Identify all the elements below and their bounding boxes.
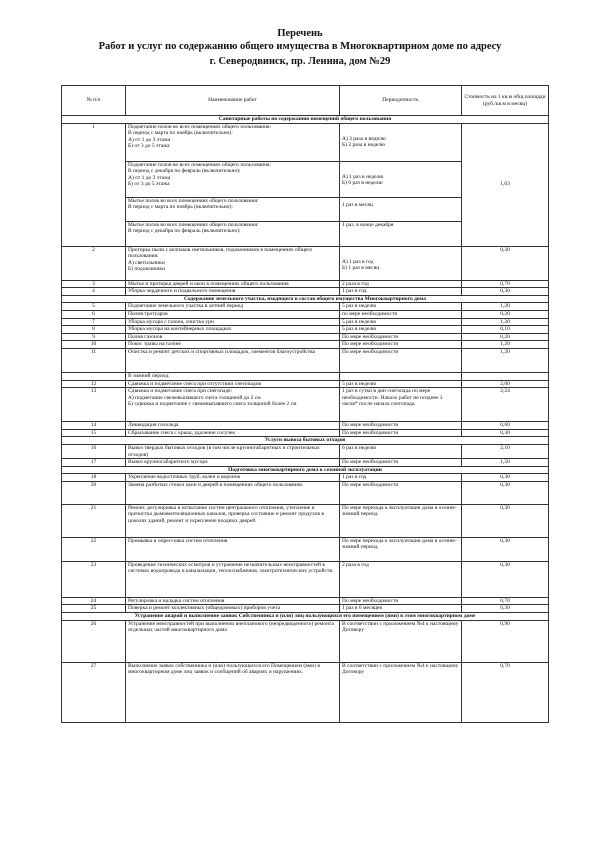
row-name [126, 388, 340, 422]
row-period [340, 123, 462, 161]
row-number: 18 [62, 474, 126, 482]
row-number: 8 [62, 326, 126, 334]
table-row [62, 380, 549, 388]
row-period: По мере необходимости [340, 597, 462, 605]
row-number: 4 [62, 288, 126, 296]
row-cost: 0,30 [462, 429, 549, 437]
row-name: Устранение неисправностей при выполнении внепланового (непредвиденного) ремонта отдельных частей многоквартирного дома [126, 620, 340, 662]
row-cost: 0,20 [462, 333, 549, 341]
row-cost: 2,00 [462, 380, 549, 388]
row-period-line: 1 раз, в конце декабря [342, 221, 394, 228]
row-cost: 0,90 [462, 620, 549, 662]
row-number: 24 [62, 597, 126, 605]
row-cost: 0,30 [462, 481, 549, 504]
row-period: 5 раз в неделю [340, 318, 462, 326]
row-period [340, 221, 462, 246]
table-header-row [62, 86, 549, 116]
row-period-line: Б) 0 раз в неделю [342, 180, 383, 187]
row-name: Вывоз крупногабаритного мусора [126, 459, 340, 467]
row-period: По мере необходимости [340, 348, 462, 372]
section-title: Услуги вывоза бытовых отходов [62, 437, 549, 445]
row-period: По мере необходимости [340, 429, 462, 437]
row-cost-value: 1,63 [500, 181, 510, 188]
row-period: 2 раза в год [340, 561, 462, 597]
row-cost: 0,30 [462, 504, 549, 537]
section-title: Устранение аварий и выполнение заявок Собственника и (или) лиц пользующихся его помещением (ями) в этом многоквартирном доме [62, 613, 549, 621]
row-number: 25 [62, 605, 126, 613]
row-number: 17 [62, 459, 126, 467]
row-name: Уборка чердачного и подвального помещения [126, 288, 340, 296]
section-row [62, 613, 549, 621]
row-cost: 0,30 [462, 474, 549, 482]
row-name [126, 197, 340, 221]
row-period [340, 197, 462, 221]
document-address: г. Северодвинск, пр. Ленина, дом №29 [209, 56, 391, 67]
row-period: 2 раза в год [340, 280, 462, 288]
row-name: Укрепление водосточных труб, колен и воронок [126, 474, 340, 482]
document-title: Перечень [277, 28, 323, 39]
table-row [62, 444, 549, 458]
row-cost: 0,10 [462, 326, 549, 334]
row-number: 13 [62, 388, 126, 422]
winter-label: В зимний период: [126, 372, 340, 380]
table-row [62, 537, 549, 561]
col-name-header: Наименование работ [126, 86, 340, 116]
row-cost: 0,70 [462, 280, 549, 288]
row-number: 23 [62, 561, 126, 597]
row-period: 5 раз в неделю [340, 380, 462, 388]
row-cost: 1,20 [462, 303, 549, 311]
row-name: Ремонт, регулировка и испытание систем центрального отопления, утепление и прочистка дымовентиляционных каналов, проверка состояние и ремонт продухов в цоколях зданий, ремонт и укрепление входных дверей. [126, 504, 340, 537]
row-number: 10 [62, 341, 126, 349]
row-number: 1 [62, 123, 126, 246]
row-number [62, 372, 126, 380]
row-cost: 2,10 [462, 444, 549, 458]
row-number: 16 [62, 444, 126, 458]
row-name: Замена разбитых стекол окон и дверей в помещениях общего пользования. [126, 481, 340, 504]
row-cost: 0,70 [462, 662, 549, 722]
row-period-line: А) 3 раза в неделю [342, 135, 386, 142]
row-cost [462, 123, 549, 246]
section-row [62, 437, 549, 445]
row-number: 11 [62, 348, 126, 372]
row-name: Мытье и протирка дверей и окон в помещениях общего пользования [126, 280, 340, 288]
row-period: 5 раз в неделю [340, 326, 462, 334]
section-row [62, 295, 549, 303]
row-number: 20 [62, 481, 126, 504]
row-name: Выполнение заявок собственника и (или) пользующихся его Помещением (ями) в многоквартирном доме лиц заявок и сообщений об авариях и нарушениях. [126, 662, 340, 722]
table-row [62, 280, 549, 288]
table-row [62, 597, 549, 605]
row-period: По мере перехода к эксплуатации дома в осенне-зимний период. [340, 504, 462, 537]
row-name: Вывоз твердых бытовых отходов (в том числе крупногабаритных и строительных отходов) [126, 444, 340, 458]
table-row [62, 288, 549, 296]
table-row [62, 504, 549, 537]
table-row [62, 246, 549, 280]
table-row [62, 348, 549, 372]
row-number: 5 [62, 303, 126, 311]
row-name: Проведение технических осмотров и устранение незначительных неисправностей в системах водопровода и канализации, теплоснабжения, электротехнических устройств. [126, 561, 340, 597]
row-number: 15 [62, 429, 126, 437]
row-period: По мере необходимости [340, 459, 462, 467]
table-row [62, 372, 549, 380]
section-row [62, 116, 549, 124]
row-number: 26 [62, 620, 126, 662]
row-name: Поверка и ремонт коллективных (общедомовых) приборов учета [126, 605, 340, 613]
row-name: Очистка и ремонт детских и спортивных площадок, элементов благоустройства [126, 348, 340, 372]
row-period-line: Б) 2 раза в неделю [342, 142, 386, 149]
row-period-line: 1 раз в месяц [342, 201, 373, 208]
row-number: 12 [62, 380, 126, 388]
row-cost: 0,30 [462, 605, 549, 613]
table-row [62, 388, 549, 422]
table-row [62, 123, 549, 161]
section-title: Санитарные работы по содержанию помещений общего пользования [62, 116, 549, 124]
col-cost-header: Стоимость на 1 кв.м общ.площади (руб./кв.м в месяц) [462, 86, 549, 116]
table-row [62, 662, 549, 722]
table-row [62, 605, 549, 613]
row-name [126, 161, 340, 197]
table-row [62, 474, 549, 482]
table-row [62, 561, 549, 597]
row-period: По мере необходимости [340, 422, 462, 430]
row-period: По мере необходимости [340, 481, 462, 504]
row-period-line: Б) 1 раз в месяц [342, 265, 380, 272]
col-period-header: Периодичность [340, 86, 462, 116]
row-name: Сдвижка и подметание снега при отсутствии снегопадов [126, 380, 340, 388]
row-name-line: Подметание полов во всех помещениях общего пользования: [128, 123, 272, 130]
section-title: Содержание земельного участка, входящего в состав общего имущества Многоквартирного дома [62, 295, 549, 303]
row-cost: 1,20 [462, 341, 549, 349]
row-name [126, 246, 340, 280]
row-number: 14 [62, 422, 126, 430]
row-cost: 0,30 [462, 288, 549, 296]
row-name: Уборка мусора с газона, очистка урн [126, 318, 340, 326]
row-period-line: А) 1 раз в неделю [342, 173, 384, 180]
row-name: Регулировка и наладка систем отопления [126, 597, 340, 605]
row-period [340, 246, 462, 280]
row-name-line: Б) сдвижка и подметание с свежевыпавшего снега толщиной более 2 см [128, 401, 297, 408]
row-name-line: Сдвижка и подметание снега при снегопаде: [128, 388, 233, 395]
row-cost: 0,20 [462, 310, 549, 318]
row-name-line: А) от 1 до 3 этажа [128, 174, 171, 181]
row-period: 1 раз в год [340, 288, 462, 296]
row-cost: 0,30 [462, 537, 549, 561]
row-number: 2 [62, 246, 126, 280]
row-name: Промывка и опрессовка систем отопления [126, 537, 340, 561]
row-name: Полив тротуаров [126, 310, 340, 318]
table-row [62, 429, 549, 437]
table-row [62, 333, 549, 341]
row-number: 21 [62, 504, 126, 537]
row-name [126, 221, 340, 246]
row-cost: 1,20 [462, 318, 549, 326]
row-name-line: А) подметание свежевыпавшего снега толщиной до 2 см [128, 394, 261, 401]
row-number: 6 [62, 310, 126, 318]
row-name: Подметание земельного участка в летний период [126, 303, 340, 311]
row-name [126, 123, 340, 161]
row-name-line: Мытье полов во всех помещениях общего пользования: [128, 221, 259, 228]
row-period [340, 161, 462, 197]
document-subtitle: Работ и услуг по содержанию общего имущества в Многоквартирном доме по адресу [98, 41, 502, 52]
row-number: 22 [62, 537, 126, 561]
row-name: Уборка мусора на контейнерных площадках [126, 326, 340, 334]
row-number: 3 [62, 280, 126, 288]
section-row [62, 466, 549, 474]
table-row [62, 310, 549, 318]
row-name-line: Протирка пыли с колпаков светильников, подоконников в помещениях общего пользования: [128, 246, 313, 260]
row-number: 7 [62, 318, 126, 326]
row-name-line: Б) от 3 до 5 этажа [128, 181, 170, 188]
row-period: 1 раз в 6 месяцев [340, 605, 462, 613]
row-period: По мере необходимости [340, 341, 462, 349]
row-name-line: Мытье полов во всех помещениях общего пользования: [128, 197, 259, 204]
row-name: Сбрасывание снега с крыш, удаление сосулек [126, 429, 340, 437]
row-name-line: В период с декабря по февраль (включительно): [128, 168, 241, 175]
row-name-line: Б) от 3 до 5 этажа [128, 143, 170, 150]
section-title: Подготовка многоквартирного дома к сезонной эксплуатации [62, 466, 549, 474]
row-name-line: А) светильники [128, 259, 165, 266]
row-cost: 2,24 [462, 388, 549, 422]
row-period: В соответствии с приложением №4 к настоящему Договору [340, 662, 462, 722]
row-period: 5 раз в неделю [340, 303, 462, 311]
row-number: 9 [62, 333, 126, 341]
table-row [62, 326, 549, 334]
row-cost: 0,30 [462, 246, 549, 280]
table-row [62, 318, 549, 326]
table-row [62, 481, 549, 504]
row-name-line: В период с марта по ноябрь (включительно): [128, 204, 233, 211]
row-period [340, 372, 462, 380]
row-period: В соответствии с приложением №4 к настоящему Договору [340, 620, 462, 662]
table-row [62, 422, 549, 430]
row-name-line: Б) подоконники [128, 266, 166, 273]
row-cost: 1,50 [462, 459, 549, 467]
table-row [62, 303, 549, 311]
row-period-line: А) 1 раз в год [342, 258, 374, 265]
col-num-header: № п/п [62, 86, 126, 116]
row-cost: 0,30 [462, 561, 549, 597]
row-cost [462, 372, 549, 380]
row-name: Ликвидация гололеда [126, 422, 340, 430]
row-name: Полив газонов [126, 333, 340, 341]
row-period: по мере необходимости [340, 310, 462, 318]
row-cost: 1,20 [462, 348, 549, 372]
row-cost: 0,70 [462, 597, 549, 605]
table-row [62, 341, 549, 349]
row-name-line: В период с марта по ноябрь (включительно): [128, 130, 233, 137]
row-name-line: В период с декабря по февраль (включительно): [128, 228, 241, 235]
row-period: 1 раз в год [340, 474, 462, 482]
row-period: По мере перехода к эксплуатации дома в осенне-зимний период. [340, 537, 462, 561]
table-row [62, 620, 549, 662]
row-name-line: Подметание полов во всех помещениях общего пользования: [128, 161, 272, 168]
row-name-line: А) от 1 до 3 этажа [128, 136, 171, 143]
table-row [62, 459, 549, 467]
works-table [61, 85, 549, 723]
row-period: 6 раз в неделю [340, 444, 462, 458]
row-cost: 0,60 [462, 422, 549, 430]
row-period: 1 раз в сутки в дни снегопада по мере необходимости. Начало работ не позднее 3 часов* после начала снегопада. [340, 388, 462, 422]
row-period: По мере необходимости [340, 333, 462, 341]
row-number: 27 [62, 662, 126, 722]
row-name: Покос травы на газоне [126, 341, 340, 349]
